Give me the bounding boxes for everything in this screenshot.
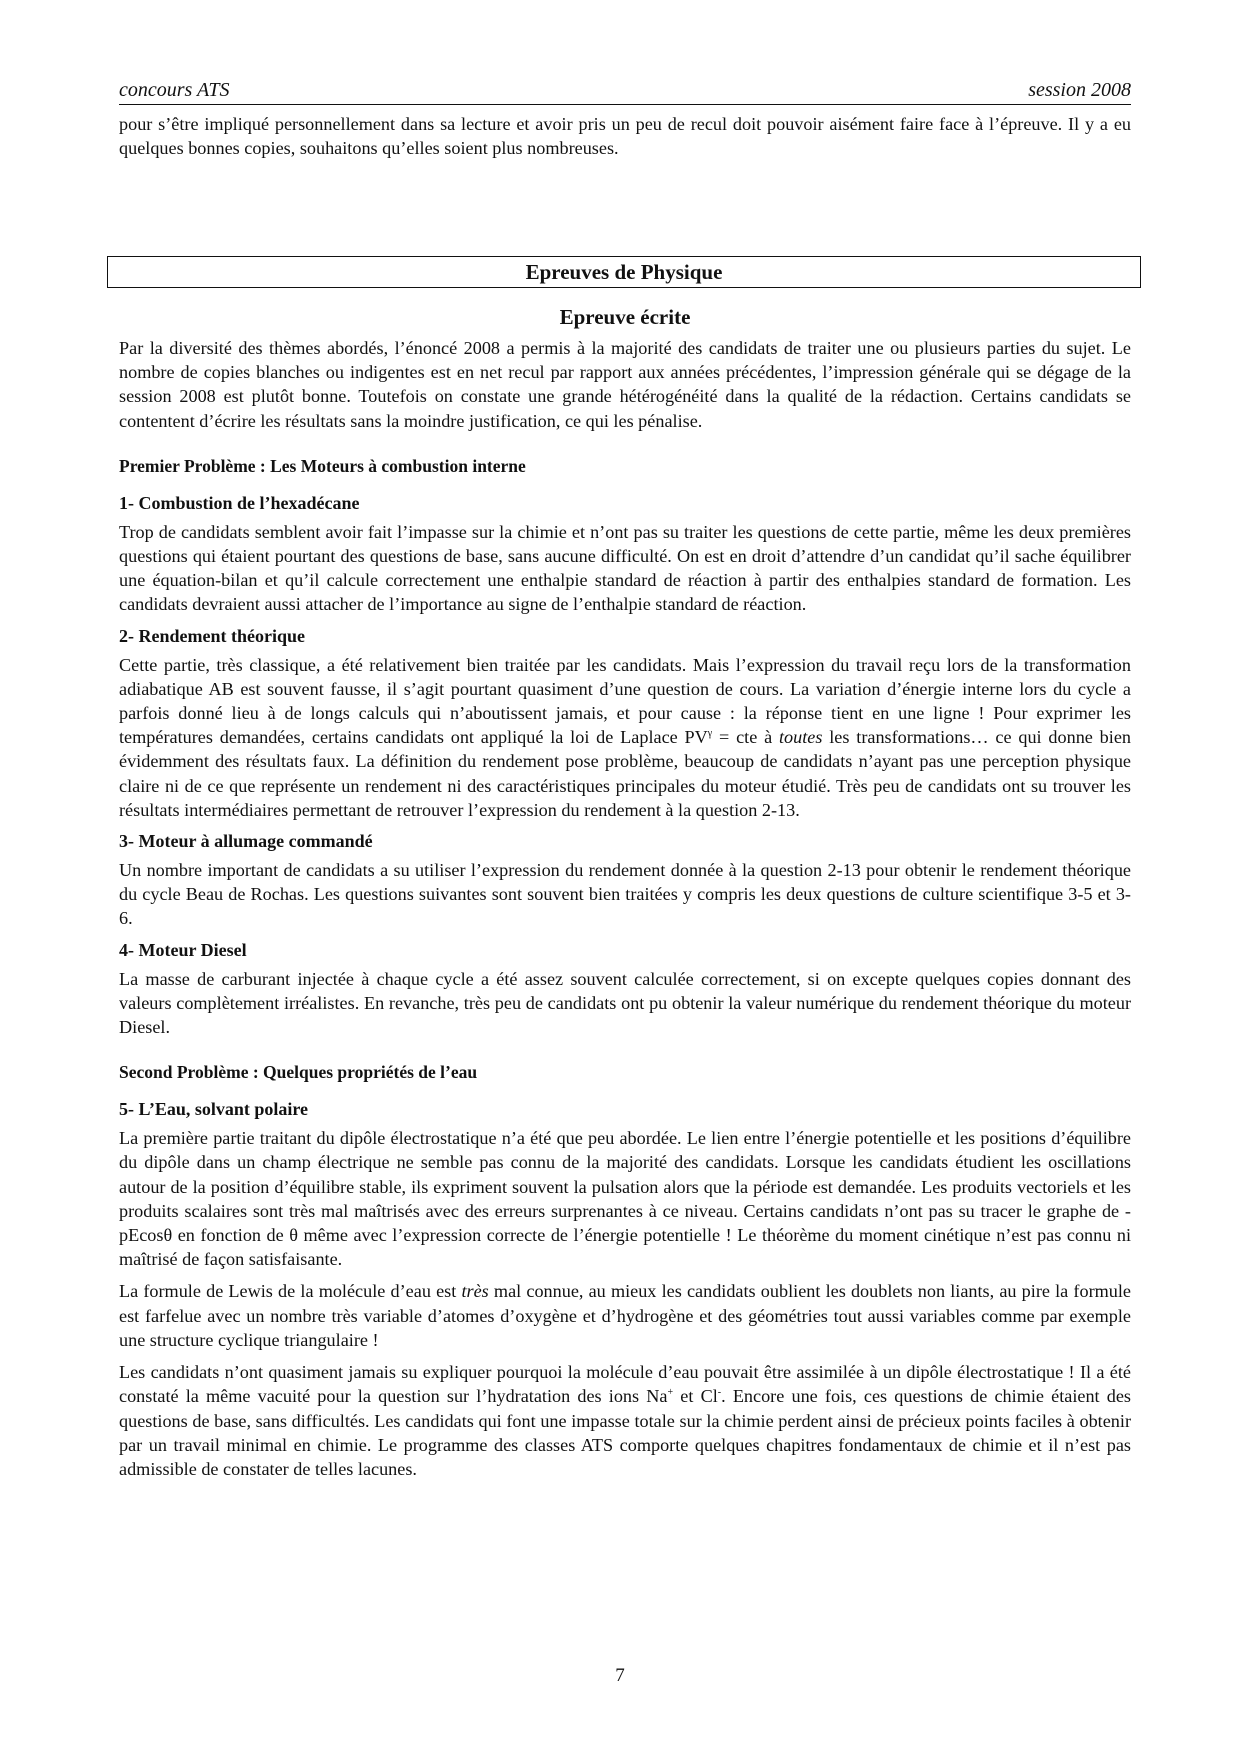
problem1-title: Premier Problème : Les Moteurs à combustion interne (119, 455, 526, 476)
problem1-s1-title: 1- Combustion de l’hexadécane (119, 492, 360, 513)
header-rule (119, 104, 1131, 105)
intro-block (119, 112, 1131, 160)
intro-paragraph: pour s’être impliqué personnellement dans sa lecture et avoir pris un peu de recul doit pouvoir aisément faire face à l’épreuve. Il y a eu quelques bonnes copies, souhaitons qu’elles soient plus nombreuses. (119, 114, 1131, 159)
general-paragraph: Par la diversité des thèmes abordés, l’énoncé 2008 a permis à la majorité des candidats de traiter une ou plusieurs parties du sujet. Le nombre de copies blanches ou indigentes est en net recul par rapport aux années précédentes, l’impression générale qui se dégage de la session 2008 est plutôt bonne. Toutefois on constate une grande hétérogénéité dans la qualité de la rédaction. Certains candidats se contentent d’écrire les résultats sans la moindre justification, ce qui les pénalise. (119, 338, 1131, 431)
problem2-p3: Les candidats n’ont quasiment jamais su expliquer pourquoi la molécule d’eau pouvait être assimilée à un dipôle électrostatique ! Il a été constaté la même vacuité pour la question sur l’hydratation des ions Na+ et Cl-. Encore une fois, ces questions de chimie étaient des questions de base, sans difficultés. Les candidats qui font une impasse totale sur la chimie perdent ainsi de précieux points faciles à obtenir par un travail minimal en chimie. Le programme des classes ATS comporte quelques chapitres fondamentaux de chimie et il n’est pas admissible de constater de telles lacunes. (119, 1362, 1131, 1479)
problem2-p2: La formule de Lewis de la molécule d’eau est très mal connue, au mieux les candidats oublient les doublets non liants, au pire la formule est farfelue avec un nombre très variable d’atomes d’oxygène et d’hydrogène et des géométries tout aussi variables comme par exemple une structure cyclique triangulaire ! (119, 1281, 1131, 1350)
section-title-box: Epreuves de Physique (107, 256, 1141, 288)
problem1-s2-title: 2- Rendement théorique (119, 625, 305, 646)
problem1-s3-text: Un nombre important de candidats a su utiliser l’expression du rendement donnée à la question 2-13 pour obtenir le rendement théorique du cycle Beau de Rochas. Les questions suivantes sont souvent bien traitées y compris les deux questions de culture scientifique 3-5 et 3-6. (119, 860, 1131, 929)
problem1-s1-text: Trop de candidats semblent avoir fait l’impasse sur la chimie et n’ont pas su traiter les questions de cette partie, même les deux premières questions qui étaient pourtant des questions de base, sans aucune difficulté. On est en droit d’attendre d’un candidat qu’il sache équilibrer une équation-bilan et qu’il calcule correctement une enthalpie standard de réaction à partir des enthalpies standard de formation. Les candidats devraient aussi attacher de l’importance au signe de l’enthalpie standard de réaction. (119, 521, 1131, 615)
problem2-title: Second Problème : Quelques propriétés de l’eau (119, 1062, 478, 1083)
report-body (119, 336, 1131, 1481)
problem1-s2-text: Cette partie, très classique, a été relativement bien traitée par les candidats. Mais l’expression du travail reçu lors de la transformation adiabatique AB est souvent fausse, il s’agit pourtant quasiment d’une question de cours. La variation d’énergie interne lors du cycle a parfois donné lieu à de longs calculs qui n’aboutissent jamais, et pour cause : la réponse tient en une ligne ! Pour exprimer les températures demandées, certains candidats ont appliqué la loi de Laplace $PV^\gamma$ = cte à toutes les transformations… ce qui donne bien évidemment des résultats faux. La définition du rendement pose problème, beaucoup de candidats n’ayant pas une perception physique claire ni de ce que représente un rendement ni des caractéristiques principales du moteur étudié. Très peu de candidats ont su trouver les résultats intermédiaires permettant de retrouver l’expression du rendement à la question 2-13. (119, 654, 1131, 820)
problem2-p1: La première partie traitant du dipôle électrostatique n’a été que peu abordée. Le lien entre l’énergie potentielle et les positions d’équilibre du dipôle dans un champ électrique ne semble pas connu de la majorité des candidats. Lorsque les candidats étudient les oscillations autour de la position d’équilibre stable, ils expriment souvent la pulsation alors que la période est demandée. Les produits vectoriels et les produits scalaires sont très mal maîtrisés avec des erreurs surprenantes à ce niveau. Certains candidats n’ont pas su tracer le graphe de -pEcosθ en fonction de θ même avec l’expression correcte de l’énergie potentielle ! Le théorème du moment cinétique n’est pas connu ni maîtrisé de façon satisfaisante. (119, 1128, 1131, 1270)
subsection-title: Epreuve écrite (559, 305, 691, 329)
page-number: 7 (615, 1665, 625, 1686)
header-left: concours ATS (119, 79, 230, 101)
problem1-s4-text: La masse de carburant injectée à chaque cycle a été assez souvent calculée correctement, si on excepte quelques copies donnant des valeurs complètement irréalistes. En revanche, très peu de candidats ont pu obtenir la valeur numérique du rendement théorique du moteur Diesel. (119, 968, 1131, 1038)
problem1-s3-title: 3- Moteur à allumage commandé (119, 831, 373, 852)
problem2-s5-title: 5- L’Eau, solvant polaire (119, 1099, 309, 1120)
problem1-s4-title: 4- Moteur Diesel (119, 939, 247, 960)
header-right: session 2008 (1028, 79, 1131, 101)
